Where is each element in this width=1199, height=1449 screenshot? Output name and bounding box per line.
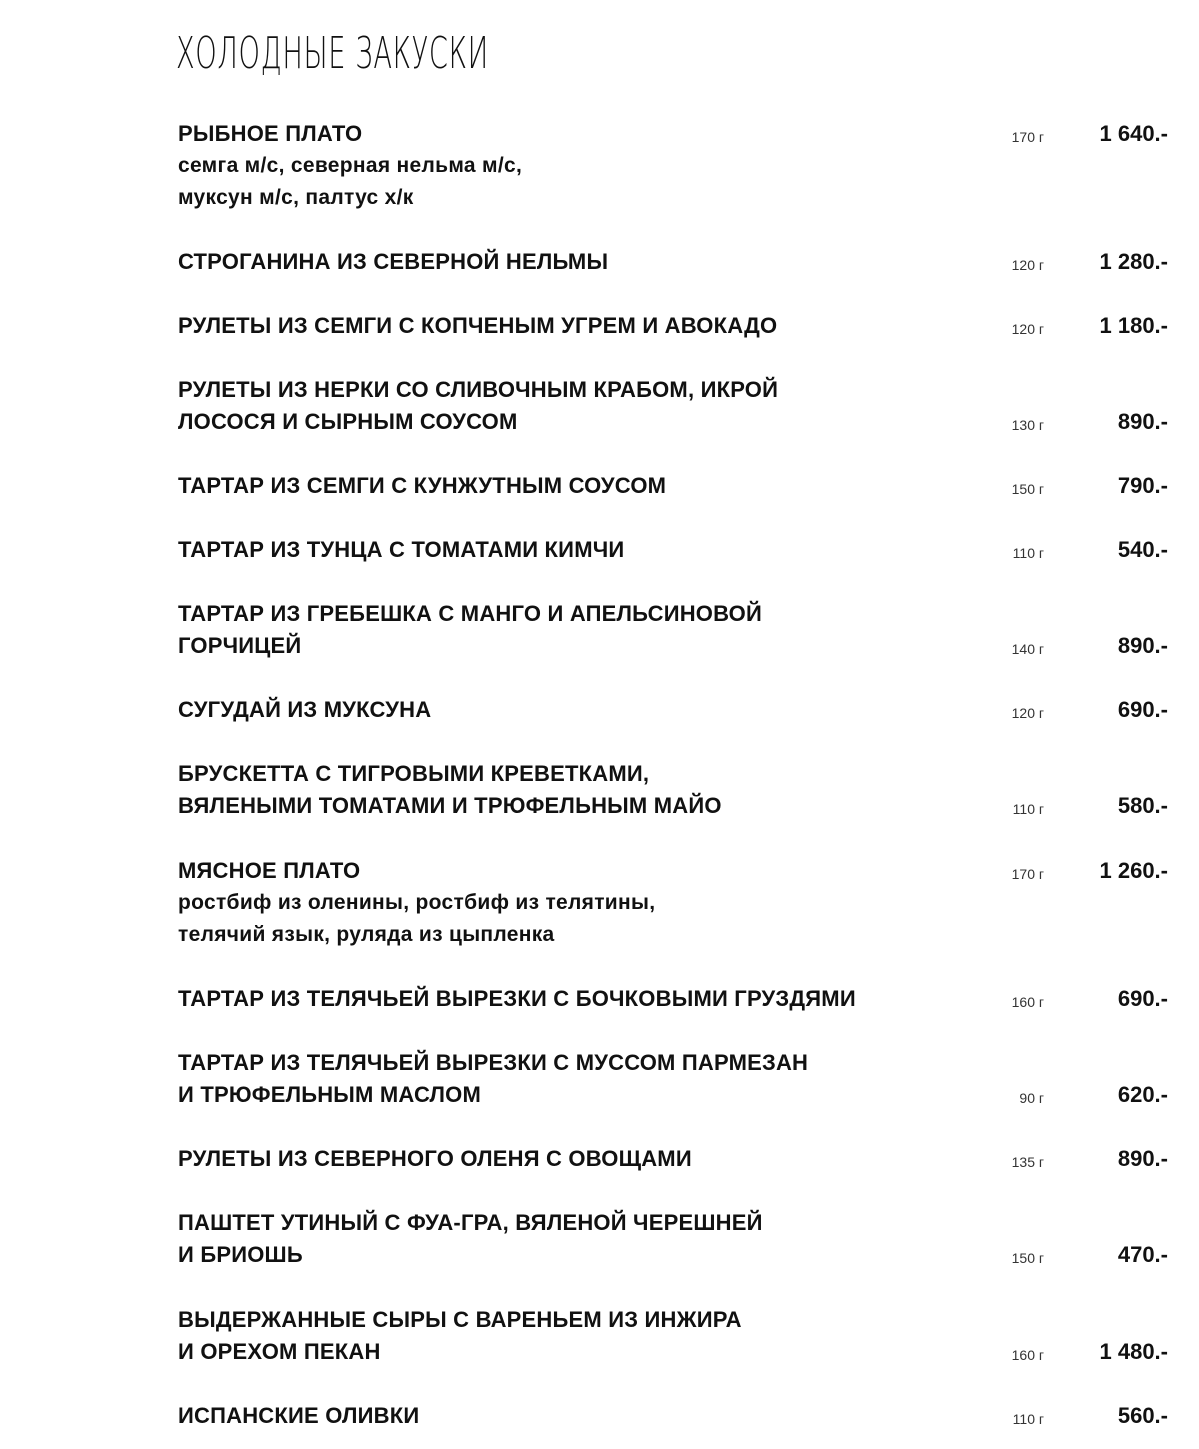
dish-weight: 150 г (1011, 1250, 1044, 1266)
dish-name: РЫБНОЕ ПЛАТО (178, 121, 363, 146)
dish-description: семга м/с, северная нельма м/с, (178, 154, 523, 177)
dish-weight: 160 г (1011, 1347, 1044, 1363)
menu-item (178, 310, 1168, 342)
dish-name: И БРИОШЬ (178, 1242, 303, 1267)
dish-price: 790.- (1117, 473, 1168, 498)
dish-description: ростбиф из оленины, ростбиф из телятины, (178, 891, 656, 914)
menu-item (178, 246, 1168, 278)
menu-item (178, 855, 1168, 951)
menu-item (178, 983, 1168, 1015)
dish-price: 1 480.- (1099, 1339, 1168, 1364)
menu-item (178, 1047, 1168, 1111)
dish-price: 690.- (1117, 986, 1168, 1011)
dish-name: ВЯЛЕНЫМИ ТОМАТАМИ И ТРЮФЕЛЬНЫМ МАЙО (178, 793, 722, 818)
dish-name: ИСПАНСКИЕ ОЛИВКИ (178, 1403, 420, 1428)
dish-name: РУЛЕТЫ ИЗ НЕРКИ СО СЛИВОЧНЫМ КРАБОМ, ИКРОЙ (178, 377, 779, 402)
dish-name: ТАРТАР ИЗ ТЕЛЯЧЬЕЙ ВЫРЕЗКИ С БОЧКОВЫМИ ГРУЗДЯМИ (178, 986, 856, 1011)
dish-price: 620.- (1117, 1082, 1168, 1107)
dish-weight: 170 г (1011, 866, 1044, 882)
dish-description: муксун м/с, палтус х/к (178, 186, 414, 209)
dish-name: ПАШТЕТ УТИНЫЙ С ФУА-ГРА, ВЯЛЕНОЙ ЧЕРЕШНЕЙ (178, 1210, 763, 1235)
dish-name: ГОРЧИЦЕЙ (178, 633, 302, 658)
dish-weight: 90 г (1019, 1090, 1044, 1106)
dish-price: 580.- (1117, 793, 1168, 818)
dish-weight: 120 г (1011, 321, 1044, 337)
dish-price: 1 640.- (1099, 121, 1168, 146)
dish-weight: 160 г (1011, 994, 1044, 1010)
dish-name: СУГУДАЙ ИЗ МУКСУНА (178, 697, 432, 722)
dish-weight: 120 г (1011, 705, 1044, 721)
menu-item (178, 758, 1168, 822)
dish-name: ВЫДЕРЖАННЫЕ СЫРЫ С ВАРЕНЬЕМ ИЗ ИНЖИРА (178, 1307, 742, 1332)
dish-weight: 110 г (1012, 545, 1044, 561)
menu-item (178, 470, 1168, 502)
dish-name: И ОРЕХОМ ПЕКАН (178, 1339, 381, 1364)
dish-price: 1 180.- (1099, 313, 1168, 338)
dish-description: телячий язык, руляда из цыпленка (178, 923, 555, 946)
dish-name: И ТРЮФЕЛЬНЫМ МАСЛОМ (178, 1082, 481, 1107)
menu-item (178, 1143, 1168, 1175)
dish-weight: 150 г (1011, 481, 1044, 497)
dish-weight: 110 г (1012, 1411, 1044, 1427)
dish-price: 1 280.- (1099, 249, 1168, 274)
menu-item (178, 1207, 1168, 1271)
dish-name: ТАРТАР ИЗ ТУНЦА С ТОМАТАМИ КИМЧИ (178, 537, 625, 562)
dish-price: 560.- (1117, 1403, 1168, 1428)
dish-name: ТАРТАР ИЗ ГРЕБЕШКА С МАНГО И АПЕЛЬСИНОВОЙ (178, 601, 762, 626)
dish-weight: 130 г (1011, 417, 1044, 433)
dish-weight: 140 г (1011, 641, 1044, 657)
dish-name: СТРОГАНИНА ИЗ СЕВЕРНОЙ НЕЛЬМЫ (178, 249, 609, 274)
menu-item (178, 1304, 1168, 1368)
dish-price: 690.- (1117, 697, 1168, 722)
dish-weight: 120 г (1011, 257, 1044, 273)
dish-name: ЛОСОСЯ И СЫРНЫМ СОУСОМ (178, 409, 518, 434)
dish-name: МЯСНОЕ ПЛАТО (178, 858, 361, 883)
menu-item (178, 694, 1168, 726)
dish-name: БРУСКЕТТА С ТИГРОВЫМИ КРЕВЕТКАМИ, (178, 761, 650, 786)
dish-name: ТАРТАР ИЗ СЕМГИ С КУНЖУТНЫМ СОУСОМ (178, 473, 667, 498)
dish-price: 540.- (1117, 537, 1168, 562)
page-title: ХОЛОДНЫЕ ЗАКУСКИ (176, 28, 489, 79)
dish-weight: 170 г (1011, 129, 1044, 145)
menu-item (178, 598, 1168, 662)
dish-price: 890.- (1117, 409, 1168, 434)
dish-price: 1 260.- (1099, 858, 1168, 883)
dish-name: ТАРТАР ИЗ ТЕЛЯЧЬЕЙ ВЫРЕЗКИ С МУССОМ ПАРМЕЗАН (178, 1050, 809, 1075)
dish-name: РУЛЕТЫ ИЗ СЕВЕРНОГО ОЛЕНЯ С ОВОЩАМИ (178, 1146, 692, 1171)
dish-price: 890.- (1117, 1146, 1168, 1171)
menu-item (178, 118, 1168, 214)
dish-weight: 135 г (1011, 1154, 1044, 1170)
dish-price: 890.- (1117, 633, 1168, 658)
dish-price: 470.- (1117, 1242, 1168, 1267)
dish-name: РУЛЕТЫ ИЗ СЕМГИ С КОПЧЕНЫМ УГРЕМ И АВОКАДО (178, 313, 778, 338)
menu-item (178, 1400, 1168, 1432)
menu-item (178, 374, 1168, 438)
dish-weight: 110 г (1012, 801, 1044, 817)
menu-item (178, 534, 1168, 566)
